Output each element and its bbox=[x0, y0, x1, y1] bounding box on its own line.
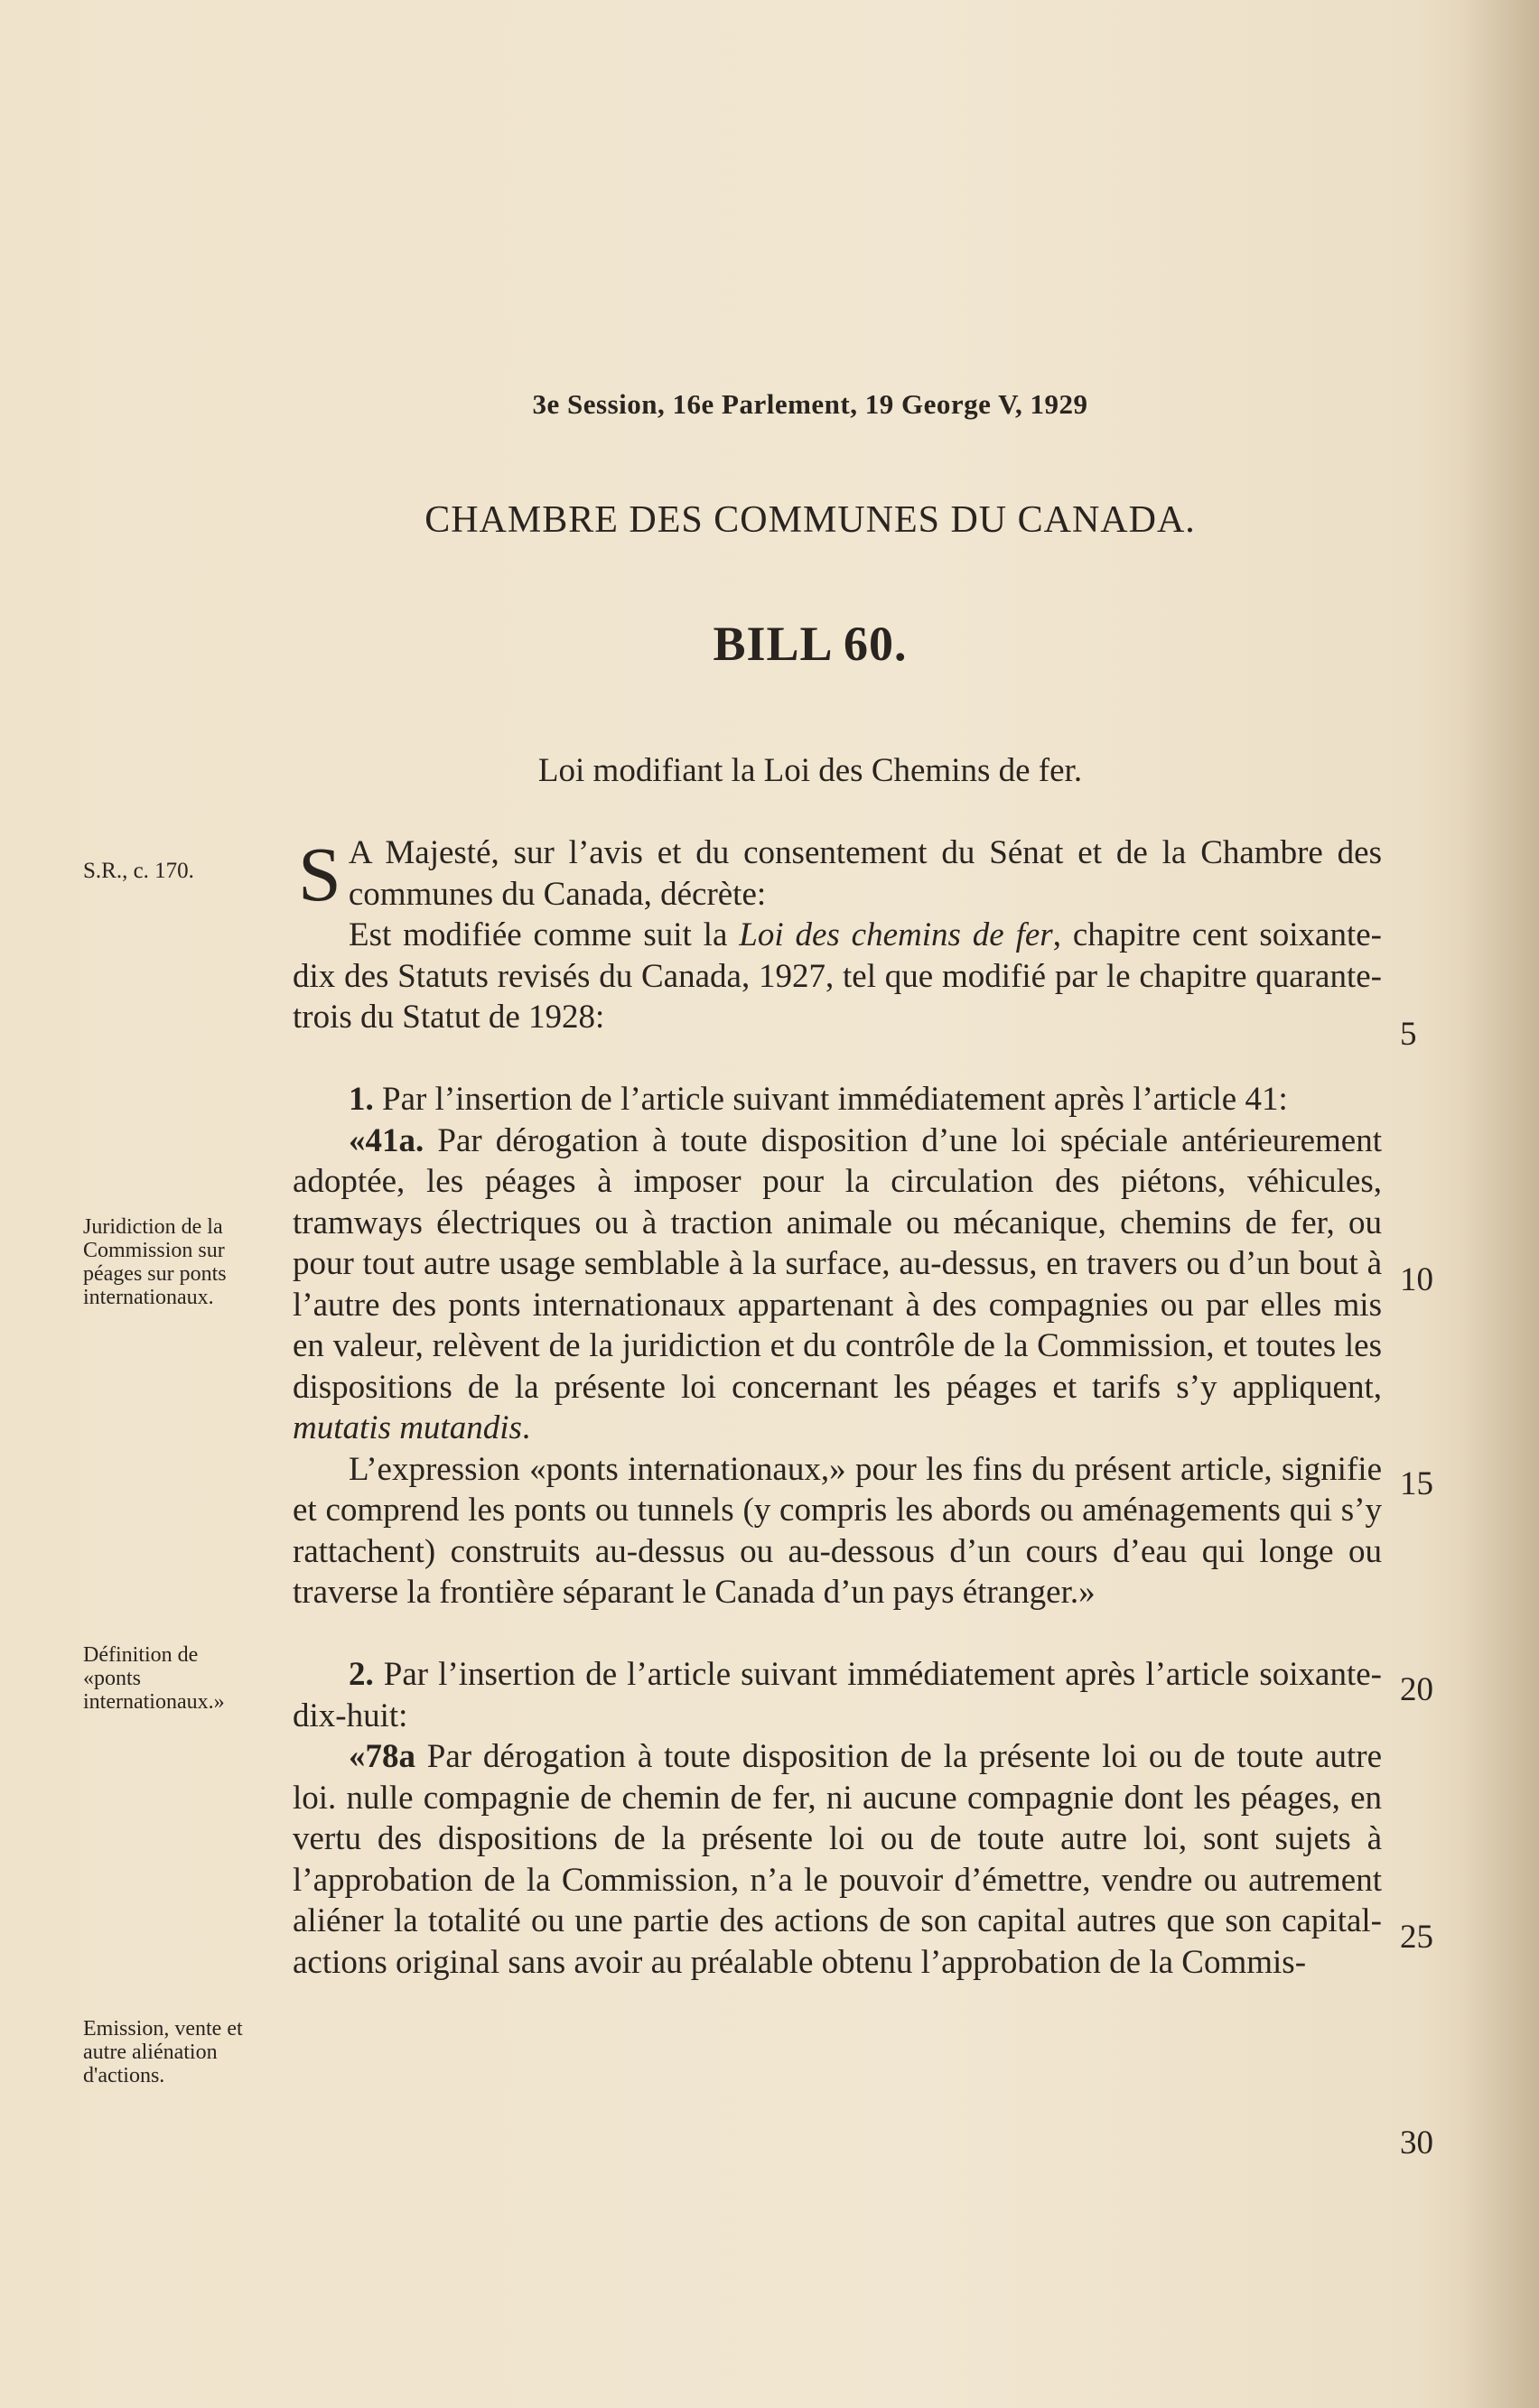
page-edge-shadow bbox=[1463, 0, 1539, 2408]
section-78a-text: Par dérogation à toute disposition de la présente loi ou de toute autre loi. nulle compagnie de chemin de fer, ni aucune compagnie dont les péages, en vertu des dispositions de la présente loi ou de toute autre loi, sont sujets à l’approbation de la Commission, n’a le pouvoir d’émettre, vendre ou autrement aliéner la totalité ou une partie des actions de son capital autres que son capital-actions original sans avoir au préalable obtenu l’approbation de la Commis- bbox=[293, 1738, 1382, 1981]
line-number-30: 30 bbox=[1400, 2124, 1433, 2162]
bill-subtitle: Loi modifiant la Loi des Chemins de fer. bbox=[537, 752, 1083, 789]
enacting-text: A Majesté, sur l’avis et du consentement du Sénat et de la Chambre des communes du Canada, décrète: bbox=[348, 834, 1382, 913]
margin-note-definition: Définition de «ponts internationaux.» bbox=[83, 1643, 225, 1714]
amendment-intro-text-2: , chapitre cent soixante-dix des Statuts revisés du Canada, 1927, tel que modifié par le chapitre quarante-trois du Statut de 1928: bbox=[293, 916, 1382, 1036]
section-1 bbox=[293, 1079, 1382, 1120]
margin-note-juridiction: Juridiction de la Commission sur péages sur ponts internationaux. bbox=[83, 1215, 227, 1309]
section-41a-text: Par dérogation à toute disposition d’une loi spéciale antérieurement adoptée, les péages à imposer pour la circulation des piétons, véhicules, tramways électriques ou à traction animale ou mécanique, chemins de fer, ou pour tout autre usage semblable à la surface, au-dessus, en travers ou d’un bout à l’autre des ponts internationaux appartenant à des compagnies ou par elles mis en valeur, relèvent de la juridiction et du contrôle de la Commission, et toutes les dispositions de la présente loi concernant les péages et tarifs s’y appliquent, bbox=[293, 1121, 1382, 1406]
margin-note-emission: Emission, vente et autre aliénation d'actions. bbox=[83, 2017, 243, 2087]
line-number-25: 25 bbox=[1400, 1919, 1433, 1956]
margin-note-sr: S.R., c. 170. bbox=[83, 859, 194, 883]
line-number-5: 5 bbox=[1400, 1016, 1417, 1053]
section-78a bbox=[293, 1736, 1382, 1983]
definition-paragraph: L’expression «ponts internationaux,» pour les fins du présent article, signifie et comprend les ponts ou tunnels (y compris les abords ou aménagements qui s’y rattachent) construits au-dessus ou au-dessous d’un cours d’eau qui longe ou traverse la frontière séparant le Canada d’un pays étranger.» bbox=[293, 1450, 1382, 1611]
section-2-number: 2. bbox=[349, 1656, 374, 1693]
drop-cap: S bbox=[298, 831, 341, 917]
line-number-20: 20 bbox=[1400, 1671, 1433, 1708]
line-number-10: 10 bbox=[1400, 1261, 1433, 1298]
section-2-text: Par l’insertion de l’article suivant immédiatement après l’article soixante-dix-huit: bbox=[293, 1656, 1382, 1734]
bill-number: BILL 60. bbox=[713, 617, 908, 671]
amendment-intro bbox=[293, 915, 1382, 1038]
house-title: CHAMBRE DES COMMUNES DU CANADA. bbox=[424, 499, 1196, 541]
line-number-15: 15 bbox=[1400, 1465, 1433, 1502]
act-title: Loi des chemins de fer bbox=[739, 916, 1053, 953]
section-41a-number: «41a. bbox=[349, 1121, 424, 1159]
section-41a-end: . bbox=[521, 1409, 531, 1446]
section-1-text: Par l’insertion de l’article suivant immédiatement après l’article 41: bbox=[373, 1081, 1288, 1118]
section-1-number: 1. bbox=[349, 1081, 374, 1118]
amendment-intro-text: Est modifiée comme suit la bbox=[349, 916, 740, 953]
section-2 bbox=[293, 1654, 1382, 1736]
section-78a-number: «78a bbox=[349, 1738, 415, 1775]
session-header: 3e Session, 16e Parlement, 19 George V, 1929 bbox=[532, 388, 1088, 420]
bill-body bbox=[293, 832, 1382, 1983]
enacting-clause bbox=[293, 832, 1382, 915]
section-41a bbox=[293, 1120, 1382, 1449]
latin-phrase: mutatis mutandis bbox=[293, 1409, 522, 1446]
